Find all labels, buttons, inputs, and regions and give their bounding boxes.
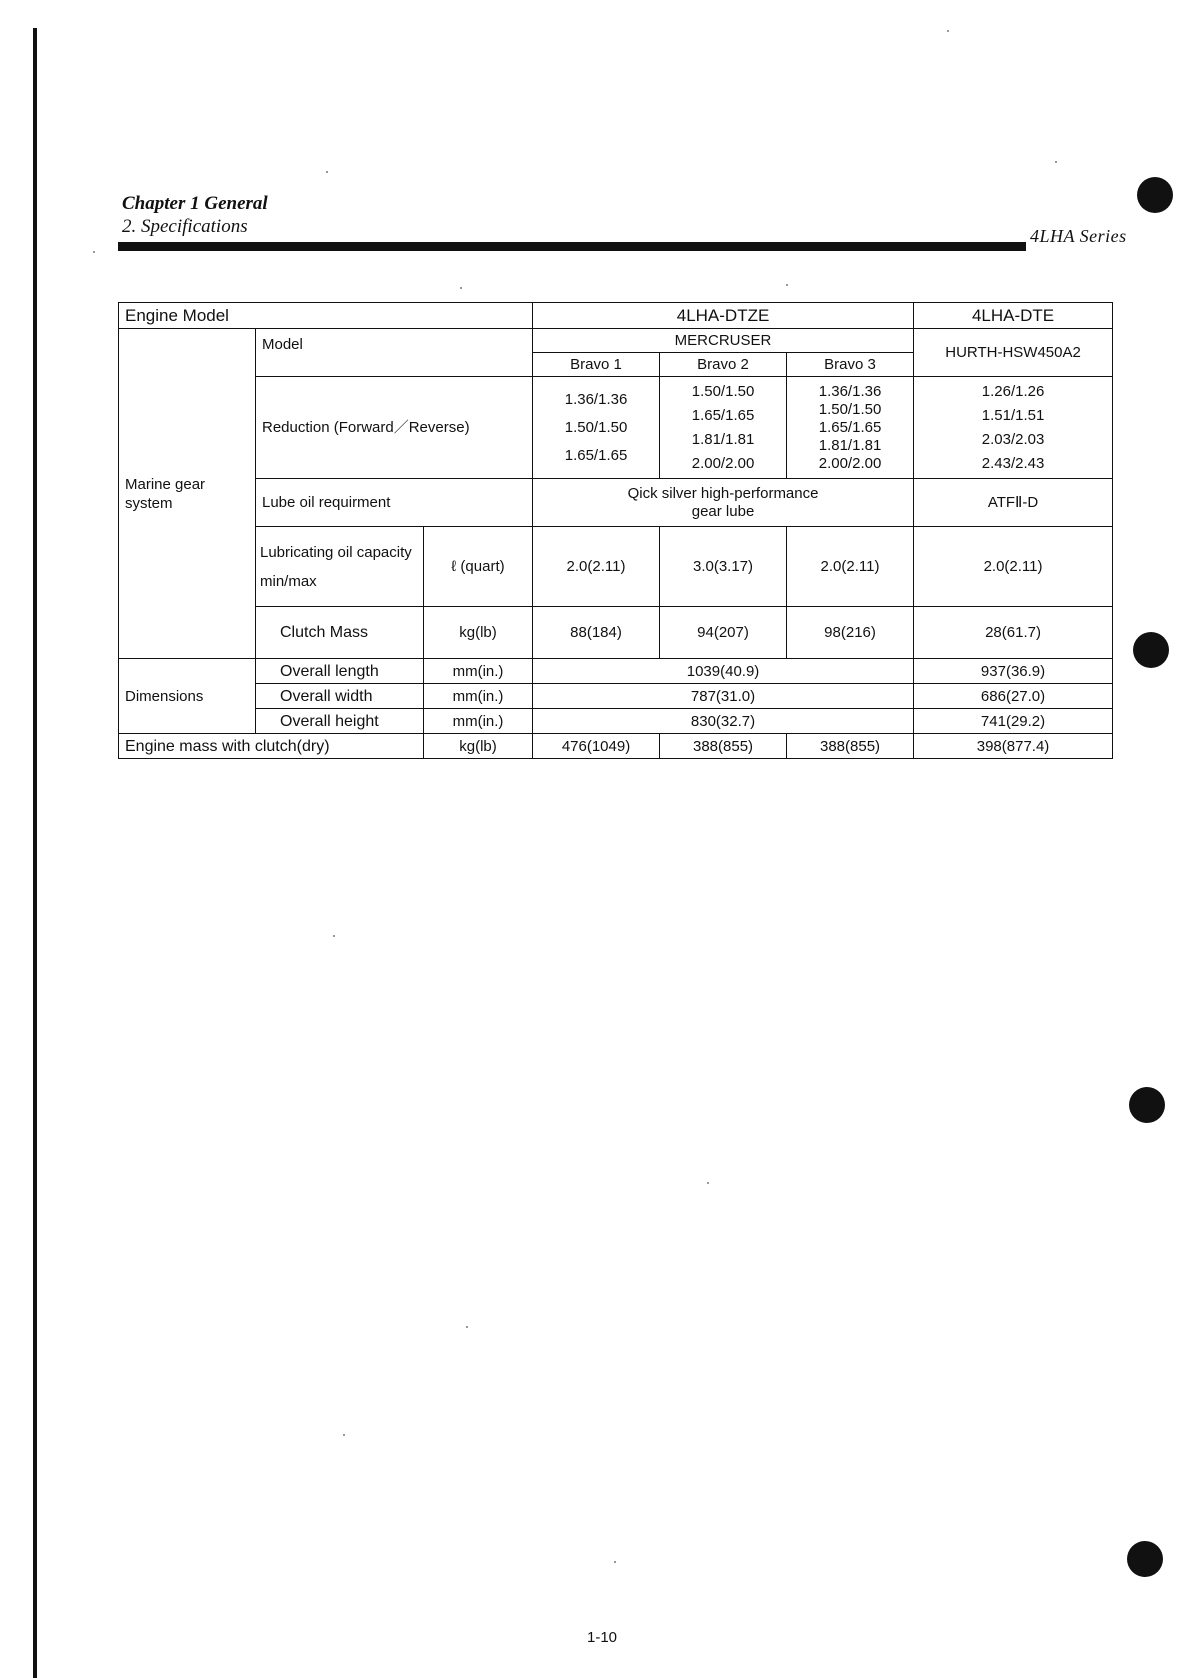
scan-speck: [614, 1561, 616, 1563]
reduction-value: 2.43/2.43: [981, 454, 1045, 472]
reduction-value: 1.36/1.36: [564, 390, 628, 408]
reduction-value: 1.50/1.50: [564, 418, 628, 436]
lube-oil-dte: ATFⅡ-D: [914, 479, 1113, 527]
clutch-mass-bravo-1: 88(184): [533, 607, 660, 659]
engine-mass-bravo-3: 388(855): [787, 734, 914, 759]
specifications-table: [118, 302, 1113, 759]
reduction-label: Reduction (Forward／Reverse): [256, 377, 533, 479]
lub-capacity-label-line: Lubricating oil capacity: [260, 543, 412, 561]
scan-speck: [343, 1434, 345, 1436]
engine-dtze-header: 4LHA-DTZE: [533, 303, 914, 329]
overall-width-label: Overall width: [256, 684, 424, 709]
overall-width-row: [119, 684, 1113, 709]
reduction-value: 2.03/2.03: [981, 430, 1045, 448]
reduction-bravo-3: [787, 377, 914, 479]
binder-hole-icon: [1133, 632, 1169, 668]
overall-length-dte: 937(36.9): [914, 659, 1113, 684]
reduction-bravo-2: [660, 377, 787, 479]
lub-capacity-bravo-1: 2.0(2.11): [533, 527, 660, 607]
mercruser-header: MERCRUSER: [533, 329, 914, 353]
overall-height-unit: mm(in.): [424, 709, 533, 734]
binder-hole-icon: [1137, 177, 1173, 213]
engine-mass-unit: kg(lb): [424, 734, 533, 759]
reduction-bravo-1: [533, 377, 660, 479]
scan-speck: [1055, 161, 1057, 163]
overall-length-dtze: 1039(40.9): [533, 659, 914, 684]
binder-hole-icon: [1127, 1541, 1163, 1577]
engine-mass-bravo-2: 388(855): [660, 734, 787, 759]
reduction-row: [119, 377, 1113, 479]
reduction-value: 1.50/1.50: [691, 382, 755, 400]
header-rule: [118, 242, 1026, 251]
engine-mass-row: [119, 734, 1113, 759]
overall-height-row: [119, 709, 1113, 734]
scan-speck: [326, 171, 328, 173]
engine-dte-header: 4LHA-DTE: [914, 303, 1113, 329]
reduction-value: 1.65/1.65: [691, 406, 755, 424]
marine-gear-system-label: Marine gear system: [119, 329, 256, 659]
binder-hole-icon: [1129, 1087, 1165, 1123]
overall-length-label: Overall length: [256, 659, 424, 684]
bravo-2-header: Bravo 2: [660, 353, 787, 377]
scan-speck: [786, 284, 788, 286]
clutch-mass-unit: kg(lb): [424, 607, 533, 659]
engine-mass-label: Engine mass with clutch(dry): [119, 734, 424, 759]
lube-oil-label: Lube oil requirment: [256, 479, 533, 527]
clutch-mass-bravo-2: 94(207): [660, 607, 787, 659]
bravo-1-header: Bravo 1: [533, 353, 660, 377]
series-label: 4LHA Series: [1030, 226, 1127, 246]
reduction-value: 2.00/2.00: [691, 454, 755, 472]
gear-model-label: Model: [256, 329, 533, 377]
overall-height-label: Overall height: [256, 709, 424, 734]
reduction-value: 1.65/1.65: [818, 418, 882, 436]
scan-speck: [333, 935, 335, 937]
clutch-mass-dte: 28(61.7): [914, 607, 1113, 659]
bravo-3-header: Bravo 3: [787, 353, 914, 377]
engine-model-label: Engine Model: [119, 303, 533, 329]
lube-oil-line: gear lube: [691, 502, 755, 520]
overall-width-unit: mm(in.): [424, 684, 533, 709]
lub-capacity-label-line: min/max: [260, 572, 317, 590]
scan-speck: [466, 1326, 468, 1328]
reduction-value: 1.26/1.26: [981, 382, 1045, 400]
reduction-value: 1.65/1.65: [564, 446, 628, 464]
clutch-mass-row: [119, 607, 1113, 659]
chapter-title: Chapter 1 General: [122, 193, 268, 214]
lub-capacity-row: [119, 527, 1113, 607]
reduction-value: 1.51/1.51: [981, 406, 1045, 424]
scan-speck: [460, 287, 462, 289]
lube-oil-mercruser: [533, 479, 914, 527]
engine-mass-bravo-1: 476(1049): [533, 734, 660, 759]
overall-width-dtze: 787(31.0): [533, 684, 914, 709]
lube-oil-line: Qick silver high-performance: [627, 484, 819, 502]
scan-speck: [947, 30, 949, 32]
lub-capacity-bravo-3: 2.0(2.11): [787, 527, 914, 607]
page-number: 1-10: [586, 1629, 618, 1646]
reduction-dte: [914, 377, 1113, 479]
lub-capacity-unit: ℓ (quart): [424, 527, 533, 607]
engine-mass-dte: 398(877.4): [914, 734, 1113, 759]
lub-capacity-label: [256, 527, 424, 607]
reduction-value: 1.50/1.50: [818, 400, 882, 418]
reduction-value: 1.36/1.36: [818, 382, 882, 400]
scan-speck: [707, 1182, 709, 1184]
overall-width-dte: 686(27.0): [914, 684, 1113, 709]
left-margin-bar: [33, 28, 37, 1678]
reduction-value: 2.00/2.00: [818, 454, 882, 472]
overall-height-dte: 741(29.2): [914, 709, 1113, 734]
reduction-value: 1.81/1.81: [818, 436, 882, 454]
reduction-value: 1.81/1.81: [691, 430, 755, 448]
clutch-mass-label: Clutch Mass: [256, 607, 424, 659]
clutch-mass-bravo-3: 98(216): [787, 607, 914, 659]
overall-height-dtze: 830(32.7): [533, 709, 914, 734]
engine-model-row: [119, 303, 1113, 329]
overall-length-row: [119, 659, 1113, 684]
dimensions-label: Dimensions: [119, 659, 256, 734]
hurth-model: HURTH-HSW450A2: [914, 329, 1113, 377]
gear-model-row: [119, 329, 1113, 353]
overall-length-unit: mm(in.): [424, 659, 533, 684]
lub-capacity-dte: 2.0(2.11): [914, 527, 1113, 607]
lub-capacity-bravo-2: 3.0(3.17): [660, 527, 787, 607]
scan-speck: [93, 251, 95, 253]
lube-oil-row: [119, 479, 1113, 527]
section-title: 2. Specifications: [122, 216, 248, 237]
